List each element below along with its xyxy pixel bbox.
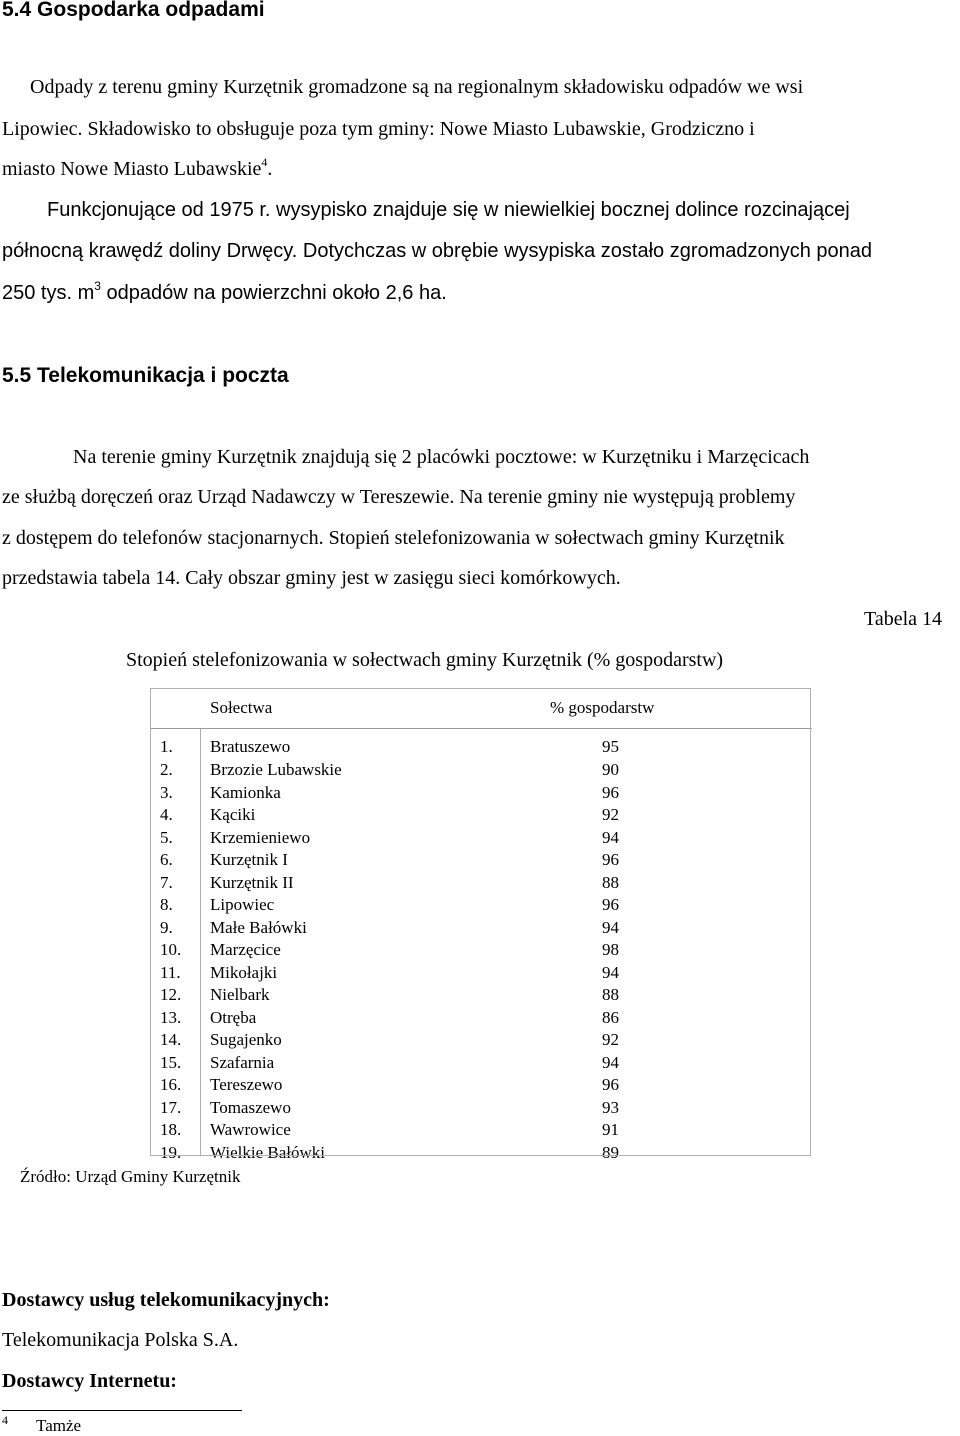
village-name: Kurzętnik I bbox=[210, 850, 288, 870]
household-percent: 94 bbox=[602, 827, 619, 847]
row-number: 7. bbox=[160, 872, 173, 892]
table-row bbox=[150, 1052, 812, 1075]
table-row bbox=[150, 1007, 812, 1030]
waste-paragraph-text: miasto Nowe Miasto Lubawskie bbox=[2, 158, 262, 180]
table-row bbox=[150, 849, 812, 872]
table-column-divider bbox=[200, 729, 201, 1156]
row-number: 3. bbox=[160, 782, 173, 802]
waste-paragraph-line bbox=[2, 155, 273, 181]
table-row bbox=[150, 1142, 812, 1165]
footnote-reference: 4 bbox=[261, 155, 268, 169]
table-header-row bbox=[150, 688, 812, 729]
row-number: 19. bbox=[160, 1142, 182, 1162]
village-name: Wielkie Bałówki bbox=[210, 1142, 325, 1162]
row-number: 6. bbox=[160, 850, 173, 870]
row-number: 13. bbox=[160, 1007, 182, 1027]
superscript: 3 bbox=[94, 279, 101, 293]
waste-paragraph-line: Odpady z terenu gminy Kurzętnik gromadzone są na regionalnym składowisku odpadów we wsi bbox=[30, 76, 804, 98]
household-percent: 96 bbox=[602, 1075, 619, 1095]
village-name: Kurzętnik II bbox=[210, 872, 294, 892]
village-name: Marzęcice bbox=[210, 940, 281, 960]
footnote-text: Tamże bbox=[36, 1416, 82, 1435]
telecom-providers-heading: Dostawcy usług telekomunikacyjnych: bbox=[2, 1289, 330, 1311]
village-name: Małe Bałówki bbox=[210, 917, 307, 937]
household-percent: 94 bbox=[602, 917, 619, 937]
telecom-paragraph-line: przedstawia tabela 14. Cały obszar gminy jest w zasięgu sieci komórkowych. bbox=[2, 567, 621, 589]
section-heading-telecom: 5.5 Telekomunikacja i poczta bbox=[2, 364, 289, 387]
telecom-paragraph-line: ze służbą doręczeń oraz Urząd Nadawczy w Tereszewie. Na terenie gminy nie występują problemy bbox=[2, 486, 796, 508]
table-row bbox=[150, 1097, 812, 1120]
household-percent: 88 bbox=[602, 872, 619, 892]
row-number: 9. bbox=[160, 917, 173, 937]
household-percent: 88 bbox=[602, 985, 619, 1005]
phone-coverage-table bbox=[150, 688, 812, 1164]
household-percent: 90 bbox=[602, 760, 619, 780]
household-percent: 89 bbox=[602, 1142, 619, 1162]
household-percent: 94 bbox=[602, 1052, 619, 1072]
table-title: Stopień stelefonizowania w sołectwach gminy Kurzętnik (% gospodarstw) bbox=[126, 649, 724, 671]
village-name: Kąciki bbox=[210, 805, 256, 825]
landfill-paragraph-line: północną krawędź doliny Drwęcy. Dotychczas w obrębie wysypiska zostało zgromadzonych ponad bbox=[2, 240, 873, 262]
table-header-cell: Sołectwa bbox=[208, 688, 512, 729]
row-number: 16. bbox=[160, 1075, 182, 1095]
household-percent: 86 bbox=[602, 1007, 619, 1027]
section-heading-waste: 5.4 Gospodarka odpadami bbox=[2, 0, 265, 21]
table-source: Źródło: Urząd Gminy Kurzętnik bbox=[20, 1167, 241, 1186]
household-percent: 96 bbox=[602, 850, 619, 870]
row-number: 18. bbox=[160, 1120, 182, 1140]
village-name: Nielbark bbox=[210, 985, 270, 1005]
table-row bbox=[150, 827, 812, 850]
row-number: 4. bbox=[160, 805, 173, 825]
row-number: 5. bbox=[160, 827, 173, 847]
landfill-paragraph-text: 250 tys. m bbox=[2, 282, 95, 304]
row-number: 8. bbox=[160, 895, 173, 915]
table-row bbox=[150, 917, 812, 940]
telecom-paragraph-line: Na terenie gminy Kurzętnik znajdują się 2 placówki pocztowe: w Kurzętniku i Marzęcicach bbox=[73, 446, 810, 468]
village-name: Mikołajki bbox=[210, 962, 278, 982]
telecom-paragraph-line: z dostępem do telefonów stacjonarnych. Stopień stelefonizowania w sołectwach gminy Kurzętnik bbox=[2, 527, 785, 549]
telecom-provider-name: Telekomunikacja Polska S.A. bbox=[2, 1329, 239, 1351]
row-number: 2. bbox=[160, 760, 173, 780]
household-percent: 94 bbox=[602, 962, 619, 982]
village-name: Wawrowice bbox=[210, 1120, 291, 1140]
village-name: Sugajenko bbox=[210, 1030, 282, 1050]
table-row bbox=[150, 962, 812, 985]
row-number: 14. bbox=[160, 1030, 182, 1050]
household-percent: 95 bbox=[602, 737, 619, 756]
landfill-paragraph-line bbox=[2, 279, 447, 305]
household-percent: 98 bbox=[602, 940, 619, 960]
row-number: 1. bbox=[160, 737, 173, 756]
footnote-mark: 4 bbox=[2, 1413, 8, 1427]
table-row bbox=[150, 1119, 812, 1142]
waste-paragraph-line: Lipowiec. Składowisko to obsługuje poza tym gminy: Nowe Miasto Lubawskie, Grodziczno i bbox=[2, 118, 755, 140]
table-header-cell: % gospodarstw bbox=[512, 688, 812, 729]
table-row bbox=[150, 759, 812, 782]
household-percent: 93 bbox=[602, 1097, 619, 1117]
internet-providers-heading: Dostawcy Internetu: bbox=[2, 1370, 177, 1392]
table-row bbox=[150, 984, 812, 1007]
footnote-separator bbox=[2, 1410, 242, 1411]
table-row bbox=[150, 1074, 812, 1097]
table-row bbox=[150, 729, 812, 760]
row-number: 15. bbox=[160, 1052, 182, 1072]
table-body bbox=[150, 729, 812, 1165]
table-row bbox=[150, 939, 812, 962]
village-name: Kamionka bbox=[210, 782, 281, 802]
village-name: Szafarnia bbox=[210, 1052, 275, 1072]
table-row bbox=[150, 872, 812, 895]
household-percent: 91 bbox=[602, 1120, 619, 1140]
household-percent: 92 bbox=[602, 1030, 619, 1050]
table-row bbox=[150, 894, 812, 917]
household-percent: 96 bbox=[602, 895, 619, 915]
landfill-paragraph-line: Funkcjonujące od 1975 r. wysypisko znajduje się w niewielkiej bocznej dolince rozcinającej bbox=[47, 199, 850, 221]
table-row bbox=[150, 1029, 812, 1052]
village-name: Tomaszewo bbox=[210, 1097, 291, 1117]
table-row bbox=[150, 804, 812, 827]
village-name: Lipowiec bbox=[210, 895, 275, 915]
household-percent: 96 bbox=[602, 782, 619, 802]
household-percent: 92 bbox=[602, 805, 619, 825]
row-number: 12. bbox=[160, 985, 182, 1005]
village-name: Otręba bbox=[210, 1007, 257, 1027]
landfill-paragraph-text: odpadów na powierzchni około 2,6 ha. bbox=[100, 282, 447, 304]
village-name: Bratuszewo bbox=[210, 737, 291, 756]
village-name: Tereszewo bbox=[210, 1075, 283, 1095]
table-label: Tabela 14 bbox=[864, 608, 943, 630]
row-number: 11. bbox=[160, 962, 181, 982]
village-name: Brzozie Lubawskie bbox=[210, 760, 342, 780]
row-number: 10. bbox=[160, 940, 182, 960]
table-row bbox=[150, 782, 812, 805]
table-header-cell bbox=[150, 688, 208, 729]
village-name: Krzemieniewo bbox=[210, 827, 311, 847]
row-number: 17. bbox=[160, 1097, 182, 1117]
waste-paragraph-text: . bbox=[267, 158, 273, 180]
